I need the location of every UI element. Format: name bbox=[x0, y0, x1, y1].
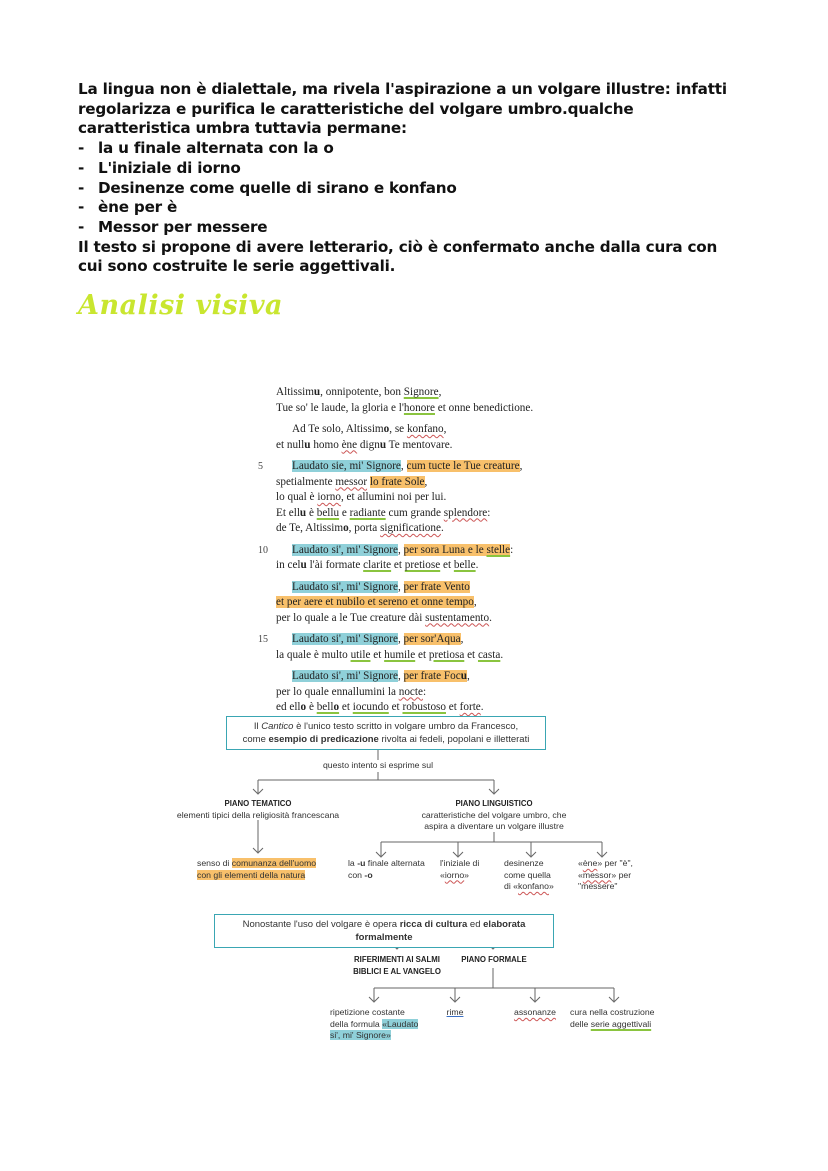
ling-item-desinenze: desinenze come quella di «konfano» bbox=[504, 858, 554, 891]
poem-line: lo qual è iorno, et allumini noi per lui. bbox=[276, 491, 447, 503]
riferimenti-label: RIFERIMENTI AI SALMI BIBLICI E AL VANGELO bbox=[353, 955, 441, 976]
bullet-item: - Messor per messere bbox=[78, 217, 268, 236]
poem-line: ed ello è bello et iocundo et robustoso et forte. bbox=[276, 701, 484, 713]
piano-formale-label: PIANO FORMALE bbox=[461, 955, 527, 964]
poem-line: et nullu homo ène dignu Te mentovare. bbox=[276, 438, 453, 451]
poem-line: per lo quale ennallumini la nocte: bbox=[276, 685, 427, 698]
cura-note: cura nella costruzione delle serie aggettivali bbox=[570, 1007, 655, 1029]
intent-label: questo intento si esprime sul bbox=[298, 760, 458, 772]
closing-line: Il testo si propone di avere letterario, ciò è confermato anche dalla cura con bbox=[78, 237, 718, 256]
verse-number: 15 bbox=[258, 634, 268, 645]
ling-item-iorno: l'iniziale di «iorno» bbox=[440, 858, 480, 880]
poem-line: in celu l'ài formate clarite et pretiose et belle. bbox=[276, 559, 479, 571]
poem-line: spetialmente messor lo frate Sole, bbox=[276, 475, 428, 488]
ling-item-u-finale: la -u finale alternata con -o bbox=[348, 858, 425, 880]
piano-linguistico: PIANO LINGUISTICO caratteristiche del volgare umbro, che aspira a diventare un volgare illustre bbox=[421, 799, 567, 831]
piano-tematico: PIANO TEMATICO elementi tipici della religiosità francescana bbox=[176, 799, 340, 820]
poem-line: per lo quale a le Tue creature dài sustentamento. bbox=[276, 611, 492, 624]
poem-line: Et ellu è bellu e radiante cum grande splendore: bbox=[276, 506, 491, 519]
poem-line: Tue so' le laude, la gloria e l'honore et onne benedictione. bbox=[276, 401, 534, 414]
verse-number: 5 bbox=[258, 461, 263, 472]
assonanze-note: assonanze bbox=[513, 1007, 557, 1017]
bullet-item: - L'iniziale di iorno bbox=[78, 158, 241, 177]
bullet-item: - ène per è bbox=[78, 198, 178, 217]
poem-line: 15 Laudato si', mi' Signore, per sor'Aqua, bbox=[276, 632, 533, 648]
closing-line: cui sono costruite le serie aggettivali. bbox=[78, 257, 396, 276]
intro-line: regolarizza e purifica le caratteristiche del volgare umbro.qualche bbox=[78, 99, 634, 118]
poem-line: Laudato si', mi' Signore, per frate Vento bbox=[292, 580, 470, 593]
ling-item-ene-messor: «ène» per "è", «messor» per "messere" bbox=[578, 858, 633, 891]
poem-line: la quale è multo utile et humile et pretiosa et casta. bbox=[276, 648, 504, 661]
verse-number: 10 bbox=[258, 544, 268, 556]
poem-line: de Te, Altissimo, porta significatione. bbox=[276, 522, 444, 534]
poem-line: Altissimu, onnipotente, bon Signore, bbox=[276, 386, 442, 398]
poem-line: 10 Laudato si', mi' Signore, per sora Luna e le stelle: bbox=[276, 543, 533, 559]
intro-line: La lingua non è dialettale, ma rivela l'aspirazione a un volgare illustre: infatti bbox=[78, 80, 727, 98]
poem-line: Laudato si', mi' Signore, per frate Focu, bbox=[292, 670, 470, 682]
bullet-item: - Desinenze come quelle di sirano e konfano bbox=[78, 178, 457, 197]
bullet-item: - la u finale alternata con la o bbox=[78, 139, 334, 158]
poem-line: Ad Te solo, Altissimo, se konfano, bbox=[292, 423, 447, 435]
section-heading: Analisi visiva bbox=[78, 290, 284, 321]
intro-line: caratteristica umbra tuttavia permane: bbox=[78, 119, 407, 138]
rime-note: rime bbox=[446, 1007, 464, 1017]
cultura-box: Nonostante l'uso del volgare è opera ricca di cultura ed elaborata formalmente bbox=[214, 914, 554, 948]
poem-line: et per aere et nubilo et sereno et onne tempo, bbox=[276, 596, 477, 608]
ripetizione-note: ripetizione costante della formula «Laudato si', mi' Signore» bbox=[330, 1007, 419, 1040]
poem-line: 5 Laudato sie, mi' Signore, cum tucte le Tue creature, bbox=[276, 459, 533, 475]
cantico-box: Il Cantico è l'unico testo scritto in volgare umbro da Francesco, come esempio di predicazione rivolta ai fedeli, popolani e illetterati bbox=[226, 716, 546, 750]
comunanza-note: senso di comunanza dell'uomo con gli elementi della natura bbox=[197, 858, 317, 880]
